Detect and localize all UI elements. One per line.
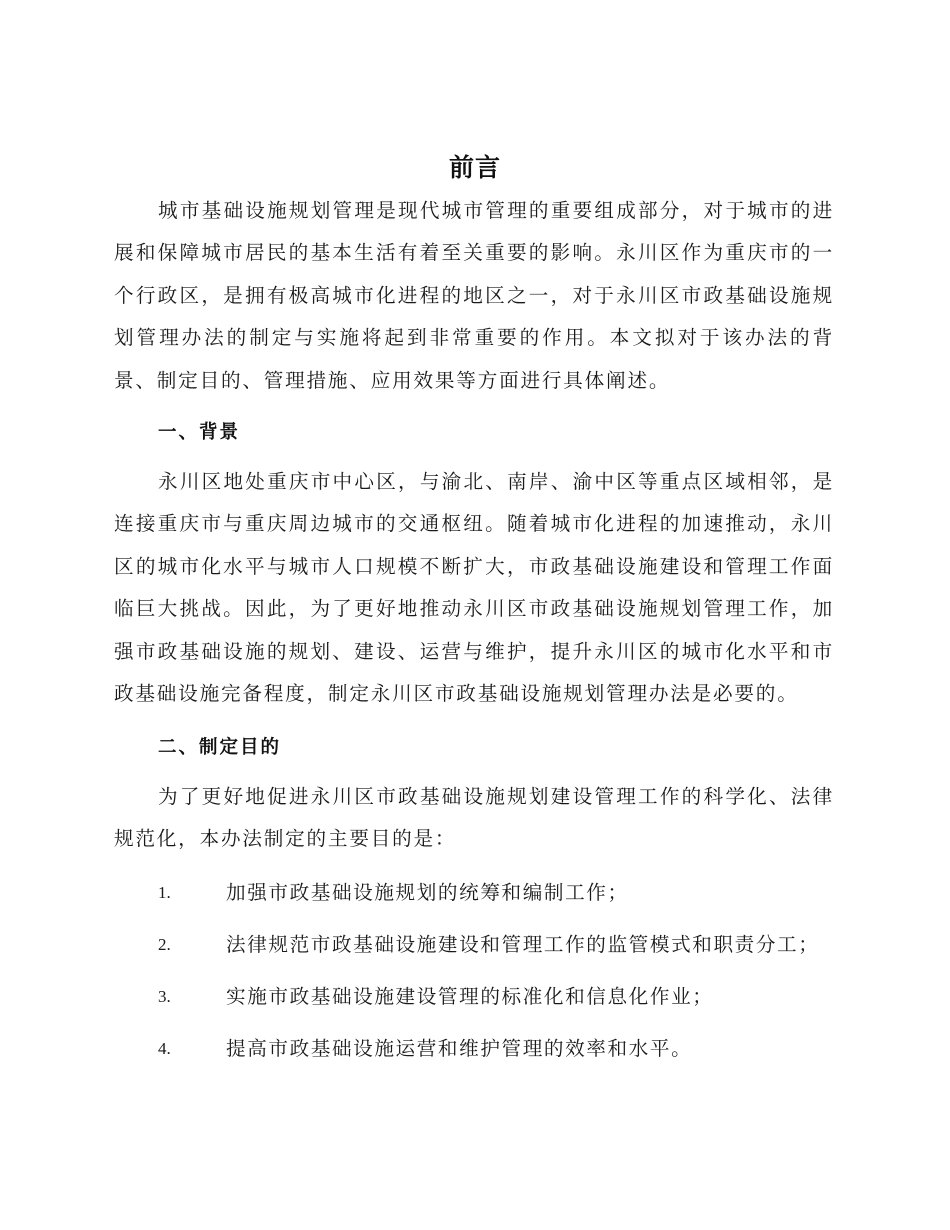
list-item — [158, 980, 838, 1014]
list-item-text: 提高市政基础设施运营和维护管理的效率和水平。 — [226, 1037, 693, 1060]
list-item-text: 法律规范市政基础设施建设和管理工作的监管模式和职责分工； — [226, 933, 820, 956]
list-item-number: 1. — [158, 883, 171, 902]
list-item-number: 4. — [158, 1039, 171, 1058]
purpose-paragraph: 为了更好地促进永川区市政基础设施规划建设管理工作的科学化、法律规范化，本办法制定的主要目的是： — [114, 785, 834, 851]
list-item-text: 加强市政基础设施规划的统筹和编制工作； — [226, 881, 629, 904]
list-item — [158, 876, 838, 910]
list-item-text: 实施市政基础设施建设管理的标准化和信息化作业； — [226, 985, 714, 1008]
section-heading-purpose: 二、制定目的 — [158, 737, 282, 758]
section-heading-background: 一、背景 — [158, 422, 241, 443]
list-item — [158, 928, 838, 962]
intro-paragraph: 城市基础设施规划管理是现代城市管理的重要组成部分，对于城市的进展和保障城市居民的基本生活有着至关重要的影响。永川区作为重庆市的一个行政区，是拥有极高城市化进程的地区之一，对于永川区市政基础设施规划管理办法的制定与实施将起到非常重要的作用。本文拟对于该办法的背景、制定目的、管理措施、应用效果等方面进行具体阐述。 — [114, 199, 834, 392]
list-item-number: 2. — [158, 935, 171, 954]
list-item — [158, 1032, 838, 1066]
list-item-number: 3. — [158, 987, 171, 1006]
page-title: 前言 — [448, 153, 501, 182]
background-paragraph: 永川区地处重庆市中心区，与渝北、南岸、渝中区等重点区域相邻，是连接重庆市与重庆周边城市的交通枢纽。随着城市化进程的加速推动，永川区的城市化水平与城市人口规模不断扩大，市政基础设施建设和管理工作面临巨大挑战。因此，为了更好地推动永川区市政基础设施规划管理工作，加强市政基础设施的规划、建设、运营与维护，提升永川区的城市化水平和市政基础设施完备程度，制定永川区市政基础设施规划管理办法是必要的。 — [114, 470, 834, 706]
